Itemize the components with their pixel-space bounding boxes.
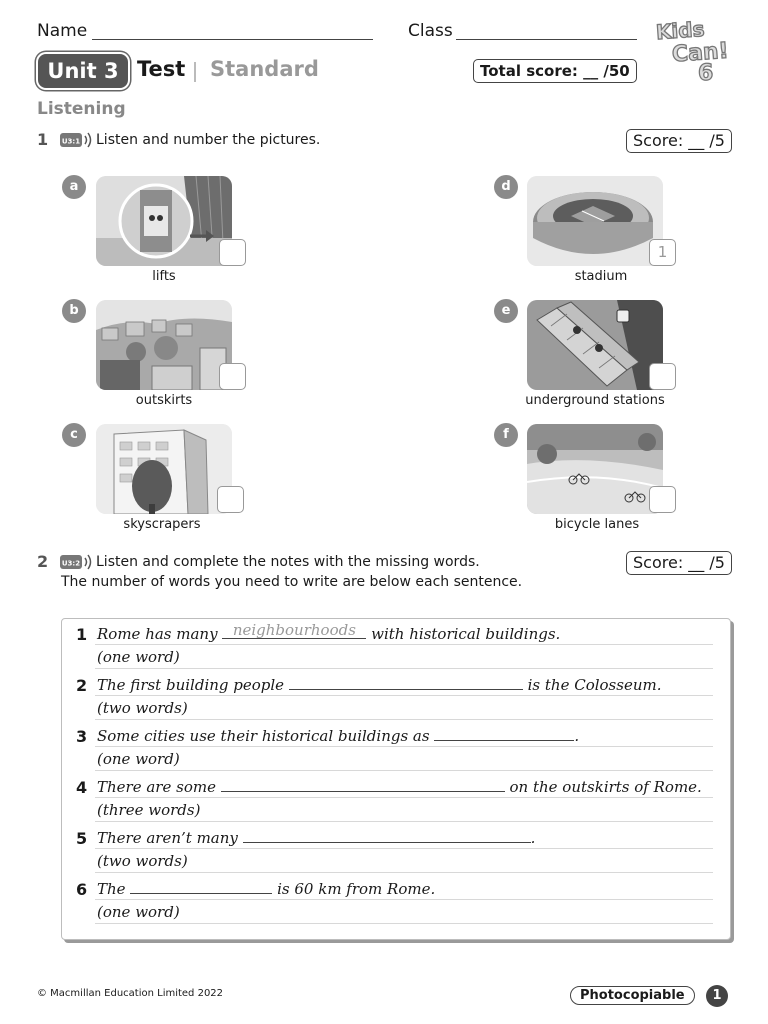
lift-building-picture <box>96 176 232 266</box>
logo-word-kids: Kids <box>655 18 706 45</box>
bicycle-lane-picture <box>527 424 663 514</box>
note-sentence-4: There are some on the outskirts of Rome. <box>97 778 702 796</box>
note-number-2: 2 <box>76 676 88 695</box>
answer-box-b[interactable] <box>219 363 246 390</box>
picture-letter-e: e <box>494 299 518 323</box>
town-outskirts-picture <box>96 300 232 390</box>
note-hint-6: (one word) <box>97 903 180 921</box>
picture-caption-c: skyscrapers <box>123 517 201 532</box>
answer-box-e[interactable] <box>649 363 676 390</box>
name-label: Name <box>37 21 88 41</box>
note-sentence-1: Rome has many neighbourhoods with historical buildings. <box>97 621 561 643</box>
picture-caption-f: bicycle lanes <box>554 517 640 532</box>
question-1-number: 1 <box>37 130 49 149</box>
picture-caption-a: lifts <box>152 269 176 284</box>
note-number-4: 4 <box>76 778 88 797</box>
section-title: Listening <box>37 99 126 119</box>
audio-track-icon[interactable] <box>60 553 94 571</box>
answer-box-f[interactable] <box>649 486 676 513</box>
note-answer-field-1[interactable]: neighbourhoods <box>222 625 366 639</box>
note-number-5: 5 <box>76 829 88 848</box>
note-sentence-3: Some cities use their historical buildings as . <box>97 727 580 745</box>
question-2-score: Score: __ /5 <box>626 551 732 575</box>
question-2-instruction: Listen and complete the notes with the missing words. <box>96 554 480 570</box>
apartment-building-picture <box>96 424 232 514</box>
class-label: Class <box>408 21 453 41</box>
note-hint-5: (two words) <box>97 852 188 870</box>
picture-caption-d: stadium <box>574 269 628 284</box>
question-2-number: 2 <box>37 552 49 571</box>
note-sentence-6: The is 60 km from Rome. <box>97 880 436 898</box>
unit-badge: Unit 3 <box>38 54 128 88</box>
note-number-3: 3 <box>76 727 88 746</box>
note-number-6: 6 <box>76 880 88 899</box>
svg-text:U3:1: U3:1 <box>61 137 81 146</box>
note-number-1: 1 <box>76 625 88 644</box>
test-level: Standard <box>210 57 319 81</box>
picture-caption-b: outskirts <box>135 393 193 408</box>
note-hint-4: (three words) <box>97 801 201 819</box>
answer-box-d[interactable]: 1 <box>649 239 676 266</box>
question-1-score: Score: __ /5 <box>626 129 732 153</box>
picture-letter-b: b <box>62 299 86 323</box>
kids-can-logo <box>654 18 734 82</box>
escalator-picture <box>527 300 663 390</box>
note-answer-field-3[interactable] <box>434 727 574 741</box>
picture-letter-c: c <box>62 423 86 447</box>
question-2-instruction-note: The number of words you need to write are below each sentence. <box>61 574 523 590</box>
note-answer-field-5[interactable] <box>243 829 531 843</box>
test-title: Test <box>137 57 186 81</box>
copyright-text: © Macmillan Education Limited 2022 <box>37 988 224 999</box>
note-hint-2: (two words) <box>97 699 188 717</box>
picture-letter-f: f <box>494 423 518 447</box>
note-sentence-5: There aren’t many . <box>97 829 536 847</box>
note-sentence-2: The first building people is the Colosseum. <box>97 676 662 694</box>
svg-text:U3:2: U3:2 <box>61 559 81 568</box>
note-answer-field-2[interactable] <box>289 676 523 690</box>
answer-box-c[interactable] <box>217 486 244 513</box>
picture-letter-a: a <box>62 175 86 199</box>
class-field[interactable] <box>456 39 637 40</box>
page-number: 1 <box>706 985 728 1007</box>
stadium-picture <box>527 176 663 266</box>
title-separator <box>194 62 196 82</box>
photocopiable-badge: Photocopiable <box>570 986 695 1005</box>
audio-track-icon[interactable] <box>60 131 94 149</box>
total-score-box: Total score: __ /50 <box>473 59 637 83</box>
logo-word-can: Can! <box>671 38 730 68</box>
name-field[interactable] <box>92 39 373 40</box>
answer-box-a[interactable] <box>219 239 246 266</box>
question-1-instruction: Listen and number the pictures. <box>96 132 321 148</box>
note-answer-field-4[interactable] <box>221 778 505 792</box>
logo-number: 6 <box>698 61 714 82</box>
picture-caption-e: underground stations <box>525 393 665 408</box>
note-hint-1: (one word) <box>97 648 180 666</box>
note-answer-field-6[interactable] <box>130 880 272 894</box>
picture-letter-d: d <box>494 175 518 199</box>
note-hint-3: (one word) <box>97 750 180 768</box>
